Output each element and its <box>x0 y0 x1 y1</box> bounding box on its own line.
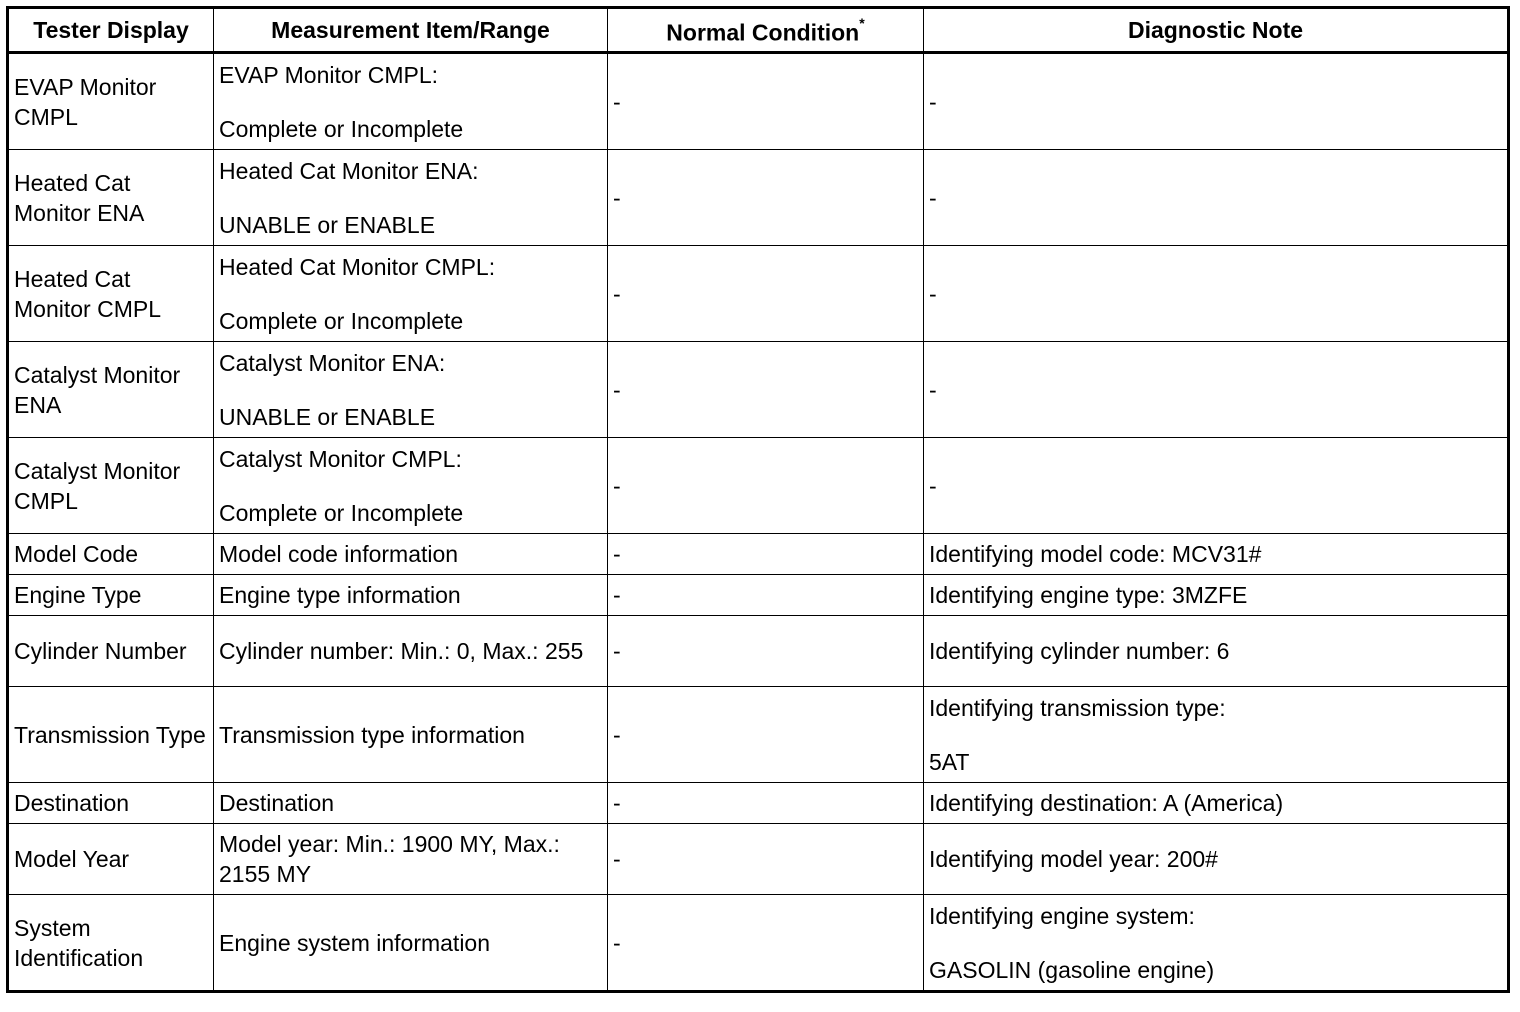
header-diagnostic-note: Diagnostic Note <box>924 8 1509 53</box>
measurement-cell <box>214 53 608 150</box>
tester-display-cell: Transmission Type <box>8 687 214 783</box>
normal-condition-cell: - <box>608 246 924 342</box>
tester-display-cell: Catalyst Monitor CMPL <box>8 438 214 534</box>
tester-display-cell: Heated Cat Monitor ENA <box>8 150 214 246</box>
tester-display-cell: Model Code <box>8 534 214 575</box>
table-row <box>8 342 1509 438</box>
diagnostic-note-line: Identifying engine system: <box>929 902 1195 929</box>
diagnostic-note-cell: Identifying cylinder number: 6 <box>924 616 1509 687</box>
normal-condition-cell: - <box>608 438 924 534</box>
table-row <box>8 575 1509 616</box>
table-row <box>8 438 1509 534</box>
header-normal-label: Normal Condition <box>666 19 860 46</box>
table-row <box>8 616 1509 687</box>
header-row <box>8 8 1509 53</box>
normal-condition-cell: - <box>608 687 924 783</box>
measurement-cell: Transmission type information <box>214 687 608 783</box>
data-list-table <box>6 6 1510 993</box>
measurement-cell <box>214 150 608 246</box>
normal-condition-cell: - <box>608 783 924 824</box>
table-row <box>8 53 1509 150</box>
measurement-line: Heated Cat Monitor CMPL: <box>219 253 496 280</box>
measurement-cell: Engine system information <box>214 895 608 992</box>
diagnostic-note-cell: Identifying engine type: 3MZFE <box>924 575 1509 616</box>
measurement-range: Complete or Incomplete <box>219 115 464 142</box>
table-row <box>8 534 1509 575</box>
measurement-cell: Engine type information <box>214 575 608 616</box>
normal-condition-cell: - <box>608 575 924 616</box>
tester-display-cell: System Identification <box>8 895 214 992</box>
measurement-cell: Model year: Min.: 1900 MY, Max.: 2155 MY <box>214 824 608 895</box>
diagnostic-note-cell <box>924 687 1509 783</box>
measurement-cell <box>214 438 608 534</box>
table-row <box>8 895 1509 992</box>
measurement-cell: Destination <box>214 783 608 824</box>
normal-condition-cell: - <box>608 534 924 575</box>
diagnostic-note-cell: - <box>924 150 1509 246</box>
tester-display-cell: Engine Type <box>8 575 214 616</box>
measurement-range: UNABLE or ENABLE <box>219 403 436 430</box>
header-measurement: Measurement Item/Range <box>214 8 608 53</box>
normal-condition-cell: - <box>608 895 924 992</box>
diagnostic-note-cell: - <box>924 342 1509 438</box>
table-row <box>8 150 1509 246</box>
diagnostic-note-cell: Identifying model year: 200# <box>924 824 1509 895</box>
tester-display-cell: Model Year <box>8 824 214 895</box>
normal-condition-cell: - <box>608 616 924 687</box>
tester-display-cell: Catalyst Monitor ENA <box>8 342 214 438</box>
measurement-line: EVAP Monitor CMPL: <box>219 61 439 88</box>
normal-condition-cell: - <box>608 824 924 895</box>
measurement-line: Catalyst Monitor ENA: <box>219 349 446 376</box>
diagnostic-note-cell: Identifying model code: MCV31# <box>924 534 1509 575</box>
tester-display-cell: Destination <box>8 783 214 824</box>
diagnostic-note-line: Identifying transmission type: <box>929 694 1226 721</box>
table-row <box>8 687 1509 783</box>
table-row <box>8 824 1509 895</box>
normal-condition-cell: - <box>608 150 924 246</box>
diagnostic-note-value: 5AT <box>929 748 970 775</box>
diagnostic-note-cell: - <box>924 438 1509 534</box>
measurement-range: Complete or Incomplete <box>219 307 464 334</box>
normal-condition-cell: - <box>608 342 924 438</box>
measurement-cell <box>214 246 608 342</box>
footnote-mark: * <box>859 15 865 32</box>
normal-condition-cell: - <box>608 53 924 150</box>
tester-display-cell: Cylinder Number <box>8 616 214 687</box>
tester-display-cell: EVAP Monitor CMPL <box>8 53 214 150</box>
table-row <box>8 783 1509 824</box>
measurement-range: UNABLE or ENABLE <box>219 211 436 238</box>
diagnostic-note-cell: - <box>924 53 1509 150</box>
measurement-cell <box>214 342 608 438</box>
diagnostic-note-cell: Identifying destination: A (America) <box>924 783 1509 824</box>
measurement-cell: Cylinder number: Min.: 0, Max.: 255 <box>214 616 608 687</box>
diagnostic-note-cell: - <box>924 246 1509 342</box>
header-normal-condition <box>608 8 924 53</box>
diagnostic-note-cell <box>924 895 1509 992</box>
tester-display-cell: Heated Cat Monitor CMPL <box>8 246 214 342</box>
measurement-line: Catalyst Monitor CMPL: <box>219 445 462 472</box>
measurement-range: Complete or Incomplete <box>219 499 464 526</box>
header-tester-display: Tester Display <box>8 8 214 53</box>
table-row <box>8 246 1509 342</box>
diagnostic-note-value: GASOLIN (gasoline engine) <box>929 956 1215 983</box>
measurement-line: Heated Cat Monitor ENA: <box>219 157 479 184</box>
measurement-cell: Model code information <box>214 534 608 575</box>
